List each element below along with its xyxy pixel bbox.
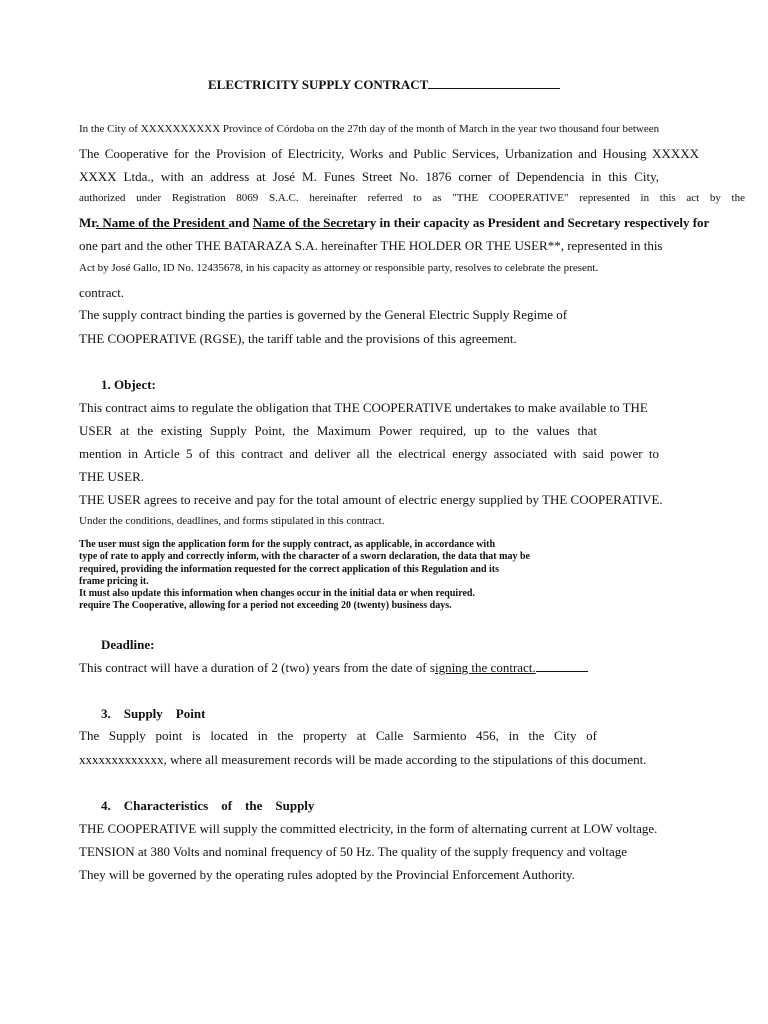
section-object-heading: 1. Object:	[101, 377, 156, 392]
title-text: ELECTRICITY SUPPLY CONTRACT	[208, 77, 429, 92]
object-line-6: Under the conditions, deadlines, and forms stipulated in this contract.	[79, 515, 385, 527]
object-line-2: USER at the existing Supply Point, the Maximum Power required, up to the values that	[79, 423, 597, 438]
object-note-4: frame pricing it.	[79, 576, 149, 587]
object-note-2: type of rate to apply and correctly inform, with the character of a sworn declaration, the data that may be	[79, 551, 530, 562]
intro-line-3: XXXX Ltda., with an address at José M. Funes Street No. 1876 corner of Dependencia in this City,	[79, 169, 659, 184]
object-note-6: require The Cooperative, allowing for a period not exceeding 20 (twenty) business days.	[79, 600, 452, 611]
document-title	[208, 77, 560, 93]
deadline-blank-line	[536, 661, 588, 672]
deadline-line-1	[79, 660, 588, 676]
section-deadline-heading: Deadline:	[101, 637, 155, 652]
supply-point-line-2: xxxxxxxxxxxxx, where all measurement records will be made according to the stipulations of this document.	[79, 752, 647, 767]
intro-line-8: contract.	[79, 285, 125, 300]
intro-line-6: one part and the other THE BATARAZA S.A. hereinafter THE HOLDER OR THE USER**, represented in this	[79, 238, 663, 253]
intro-line-10: THE COOPERATIVE (RGSE), the tariff table and the provisions of this agreement.	[79, 331, 517, 346]
object-line-5: THE USER agrees to receive and pay for the total amount of electric energy supplied by THE COOPERATIVE.	[79, 492, 663, 507]
title-blank-line	[428, 78, 560, 89]
object-note-5: It must also update this information when changes occur in the initial data or when required.	[79, 588, 475, 599]
section-characteristics-heading: 4. Characteristics of the Supply	[101, 798, 315, 813]
object-line-1: This contract aims to regulate the obligation that THE COOPERATIVE undertakes to make available to THE	[79, 400, 648, 415]
section-supply-point-heading: 3. Supply Point	[101, 706, 206, 721]
deadline-underlined: igning the contract.	[434, 660, 536, 675]
object-note-3: required, providing the information requested for the correct application of this Regulation and its	[79, 564, 500, 575]
object-note-1: The user must sign the application form for the supply contract, as applicable, in accordance with	[79, 539, 496, 550]
intro-line-2: The Cooperative for the Provision of Electricity, Works and Public Services, Urbanization and Housing XXXXX	[79, 146, 699, 161]
characteristics-line-2: TENSION at 380 Volts and nominal frequency of 50 Hz. The quality of the supply frequency and voltage	[79, 844, 628, 859]
intro-line-5-a: Mr	[79, 215, 96, 230]
object-line-3: mention in Article 5 of this contract and deliver all the electrical energy associated with said power to	[79, 446, 659, 461]
intro-line-9: The supply contract binding the parties is governed by the General Electric Supply Regime of	[79, 307, 568, 322]
secretary-name: Name of the Secreta	[252, 215, 365, 230]
characteristics-line-1: THE COOPERATIVE will supply the committed electricity, in the form of alternating current at LOW voltage.	[79, 821, 658, 836]
intro-line-1: In the City of XXXXXXXXXX Province of Córdoba on the 27th day of the month of March in the year two thousand four between	[79, 123, 660, 135]
deadline-text: This contract will have a duration of 2 (two) years from the date of s	[79, 660, 435, 675]
characteristics-line-3: They will be governed by the operating rules adopted by the Provincial Enforcement Authority.	[79, 867, 575, 882]
supply-point-line-1: The Supply point is located in the property at Calle Sarmiento 456, in the City of	[79, 728, 597, 743]
intro-line-5-e: ry in their capacity as President and Secretary respectively for	[364, 215, 710, 230]
president-name: . Name of the President	[95, 215, 229, 230]
object-line-4: THE USER.	[79, 469, 144, 484]
intro-line-5	[79, 215, 709, 231]
intro-line-7: Act by José Gallo, ID No. 12435678, in his capacity as attorney or responsible party, resolves to celebrate the present.	[79, 262, 599, 274]
intro-line-4: authorized under Registration 8069 S.A.C. hereinafter referred to as "THE COOPERATIVE" represented in this act by the	[79, 192, 745, 204]
intro-line-5-c: and	[228, 215, 253, 230]
